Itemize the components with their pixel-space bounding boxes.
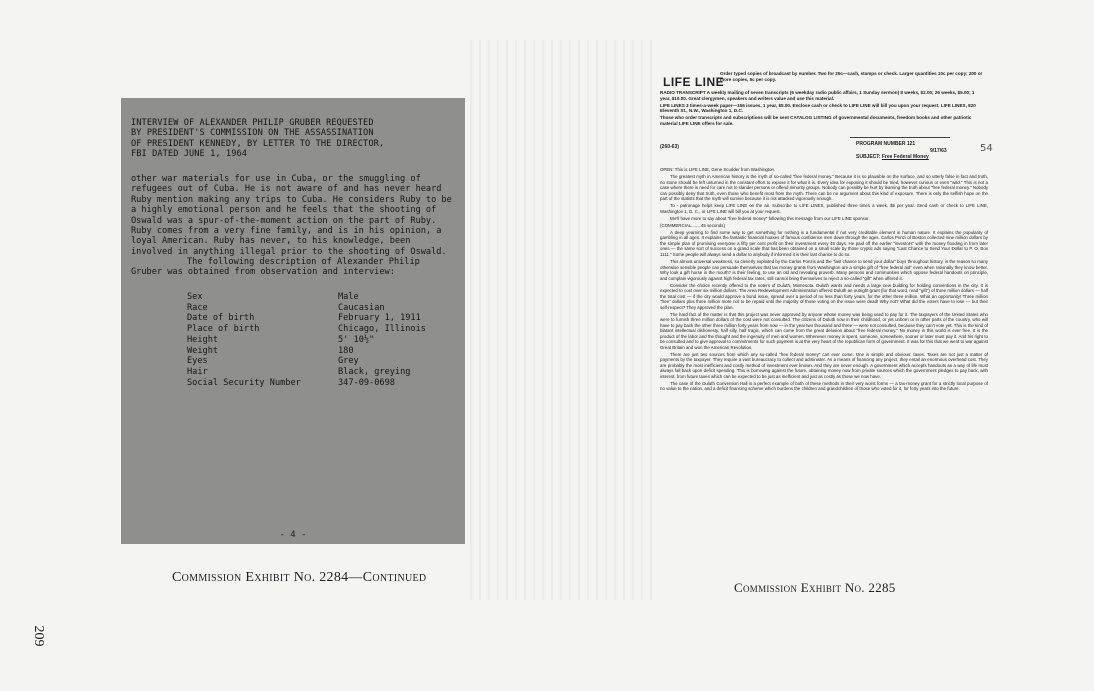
program-number-label: PROGRAM NUMBER	[856, 141, 906, 147]
info-paragraph: LIFE LINES 3 times-a-week paper—156 issues, 1 year, $5.00. Enclose cash or check to LIFE LINE will bill you upon your request. LIFE LINES, 820 Eleventh St., N.W., Washington 1, D.C.	[660, 102, 976, 114]
desc-label: Height	[187, 334, 219, 345]
desc-label: Race	[187, 302, 208, 313]
desc-label: Eyes	[187, 356, 208, 367]
desc-label: Date of birth	[187, 313, 255, 324]
desc-value: 180	[338, 345, 354, 356]
info-paragraph: Those who order transcripts and subscriptions will be sent CATALOG LISTING of governmental documents, freedom books and other patriotic material LIFE LINE offers for sale.	[660, 115, 972, 126]
transcript-paragraph: We'll have more to say about "free federal money" following this message from our LIFE LINE sponsor.	[670, 215, 870, 221]
interview-paragraph-1: other war materials for use in Cuba, or the smuggling of refugees out of Cuba. He is not aware of and has never heard Ruby mention making any trips to Cuba. He considers Ruby to be a highly emotional person and he feels that the shooting of Oswald was a spur-of-the-moment action on the part of Ruby. Ruby comes from a very fine family, and is in his opinion, a loyal American. Ruby has never, to his knowledge, been involved in anything illegal prior to the shooting of Oswald.	[131, 174, 452, 257]
table-row	[187, 356, 426, 367]
desc-value: Male	[338, 292, 359, 302]
divider	[850, 137, 950, 138]
transcript-paragraph: A deep yearning to find some way to get something for nothing is a fundamental if not very creditable element in human nature. It explains the popularity of gambling in all ages. It explains the fantastic financial hoaxes of famous confidence men down through the ages. Carlos Ponzi of Boston collected nine million dollars by the simple plan of promising everyone a fifty per cent profit on their investment every 45 days. He paid off the earlier "investors" with the money flooding in from later ones — the same sort of success on a grand scale that has been obtained on a small scale by those cryptic ads saying "Last Chance to Send Your Dollar to P. O. Box 1111." Some people will always send a dollar to anybody if informed it is their last chance to do so.	[660, 229, 988, 257]
desc-label: Social Security Number	[187, 377, 301, 388]
book-page-number: 209	[31, 625, 46, 647]
exhibit-caption-left: Commission Exhibit No. 2284—Continued	[172, 570, 427, 585]
interview-header	[131, 118, 455, 160]
bleed-through-texture	[470, 40, 655, 600]
program-number-row	[856, 141, 947, 148]
table-row	[187, 303, 426, 314]
desc-value: Caucasian	[338, 302, 385, 313]
life-line-document	[660, 70, 993, 570]
info-paragraph: RADIO TRANSCRIPT A weekly mailing of seven transcripts (6 weekday radio public affairs, 1 Sunday sermon) 8 weeks, $2.00; 26 weeks, $5.00; 1 year, $10.00. Great clergymen, speakers and writers value and use this material.	[660, 90, 975, 101]
transcript-paragraph: The hard fact of the matter is that this project was never approved by anyone whose money was being used to pay for it. The taxpayers of the United States who were to furnish three million dollars of the cost were not consulted. The citizens of Duluth now in their childhood, or yet unborn or in other parts of the country, who will have to pay back the other three million forty years from now — in the year two thousand and three — were not consulted, because they can't vote yet. This is the kind of blatant intellectual dishonesty, half silly, half tragic, which can come from the great delusion about "free federal money." No money in this world is ever free. It is the product of the labor and the thought and the ingenuity of men and women. Whenever money is spent, someone, somewhere, sooner or later must pay it. And his right to be consulted and to give approval to commitments for such payment is at the very heart of the republican form of government. It was for this that we went to war against Great Britain and won the American Revolution.	[660, 311, 988, 350]
exhibit-caption-right: Commission Exhibit No. 2285	[734, 580, 896, 595]
desc-value: Chicago, Illinois	[338, 324, 426, 335]
desc-value: 347-09-0698	[338, 377, 395, 388]
broadcast-transcript	[660, 167, 988, 394]
transcript-paragraph: The greatest myth in American history is the myth of so-called "free federal money." Because it is so plausible on the surface, and so utterly false in fact and truth, no stone should be left unturned in the constant effort to expose it for what it is. Every idea for exposing it should be tried, however curious or even "wild." This is not a case where there is need for care not to slander persons or offend minority groups. Nobody can possibly be hurt by learning the truth about "free federal money." Nobody can possibly deny that truth, even those who benefit most from the myth. There can be no argument about this kind of exposure. There is only the selfish hope on the part of the statists that the myth will survive because it is not attacked vigorously enough.	[660, 174, 988, 202]
header-line: OF PRESIDENT KENNEDY, BY LETTER TO THE DIRECTOR,	[131, 138, 385, 149]
description-table	[187, 292, 426, 388]
table-row	[187, 378, 426, 389]
desc-value: February 1, 1911	[338, 313, 421, 324]
subject-value: Free Federal Money	[881, 154, 929, 161]
life-line-title: LIFE LINE	[663, 75, 725, 89]
typed-page-number: - 4 -	[279, 530, 307, 540]
program-number: 121	[906, 141, 916, 147]
left-typed-page	[121, 98, 465, 544]
table-row	[187, 335, 426, 346]
program-meta	[856, 141, 947, 161]
desc-value: 5' 10½"	[338, 334, 375, 345]
subject-label: SUBJECT:	[856, 154, 881, 161]
desc-label: Weight	[187, 345, 219, 356]
program-code: (260-63)	[660, 144, 679, 150]
transcript-paragraph: The case of the Duluth Convention Hall is a perfect example of both of these methods in their very worst forms — a tax-money grant for a strictly local purpose of no value to the nation, and a deficit financing scheme which burdens the children and grandchildren of those who voted for it, for forty years into the future.	[660, 380, 988, 392]
subject-row	[856, 154, 947, 161]
transcript-paragraph: This almost universal weakness, so cleverly exploited by the Carlos Ponzis and the "last chance to send your dollar" boys throughout history, is the reason so many otherwise sensible people can persuade themselves that tax money grants from Washington are a simple gift of "free federal aid" even when rationally they know better. Why look a gift horse in the mouth? is their feeling, to use an old and revealing proverb. Many persons and communities which oppose federal handouts on principle, and complain vigorously against high federal tax rates, still cannot bring themselves to reject a so-called "gift" when offered it.	[660, 259, 988, 281]
header-line: INTERVIEW OF ALEXANDER PHILIP GRUBER REQUESTED	[131, 118, 374, 128]
transcript-paragraph: There are just two sources from which any so-called "free federal money" can ever come. One is simple and obvious: taxes. Taxes are not just a matter of payments by the taxpayer. They require a vast bureaucracy to collect and administer. As a means of financing any project, they entail an enormous overhead cost. They are probably the most inefficient and costly method of investment ever known. And they are never enough. A government which accepts handouts as a way of life must always fall back upon deficit spending. This is borrowing against the future, obtaining money now from private sources which the government pledges to pay back, with interest, from future taxes which can be expected to be just as inefficient and just as costly as those we now have.	[660, 351, 988, 379]
transcript-paragraph: (COMMERCIAL........45 seconds)	[660, 222, 725, 228]
header-line: FBI DATED JUNE 1, 1964	[131, 149, 248, 160]
desc-value: Black, greying	[338, 366, 411, 377]
interview-paragraph-2: The following description of Alexander Philip Gruber was obtained from observation and interview:	[131, 257, 420, 278]
handwritten-mark: 54	[980, 143, 993, 154]
subscription-info	[660, 90, 986, 128]
transcript-paragraph: OPEN: This is LIFE LINE, Gene Scudder from Washington.	[660, 167, 776, 172]
table-row	[187, 292, 426, 303]
header-line: BY PRESIDENT'S COMMISSION ON THE ASSASSINATION	[131, 128, 374, 139]
table-row	[187, 367, 426, 378]
desc-label: Hair	[187, 366, 208, 377]
desc-value: Grey	[338, 356, 359, 367]
desc-label: Place of birth	[187, 324, 260, 335]
table-row	[187, 313, 426, 324]
order-info: Order typed copies of broadcast by number. Two for 25c—cash, stamps or check. Larger quantities 10c per copy; 200 or more copies, 5c per copy.	[720, 71, 983, 82]
table-row	[187, 346, 426, 357]
program-date: 9/17/63	[930, 147, 947, 154]
table-row	[187, 324, 426, 335]
transcript-paragraph: Consider the choice recently offered to the voters of Duluth, Minnesota. Duluth wants and needs a large new building for holding conventions in the city. It is expected to cost over six million dollars. The Area Redevelopment Administration offered Duluth an outright grant (for that word, read "gift") of three million dollars — half the total cost — if the city would approve a bond issue, spread over a period of no less than forty years, for the other three million. What an opportunity! Three million "free" dollars plus three million more not to be repaid until the majority of those voting on the issue were dead! Why not? What did the voters have to lose — but their self-respect? They approved the plan.	[660, 282, 988, 310]
transcript-paragraph: To - patronage helps keep LIFE LINE on the air. Subscribe to LIFE LINES, published three times a week, $5 per year. Send cash or check to LIFE LINE, Washington 1, D. C., or LIFE LINE will bill you at your request.	[660, 203, 988, 214]
desc-label: Sex	[187, 292, 203, 302]
